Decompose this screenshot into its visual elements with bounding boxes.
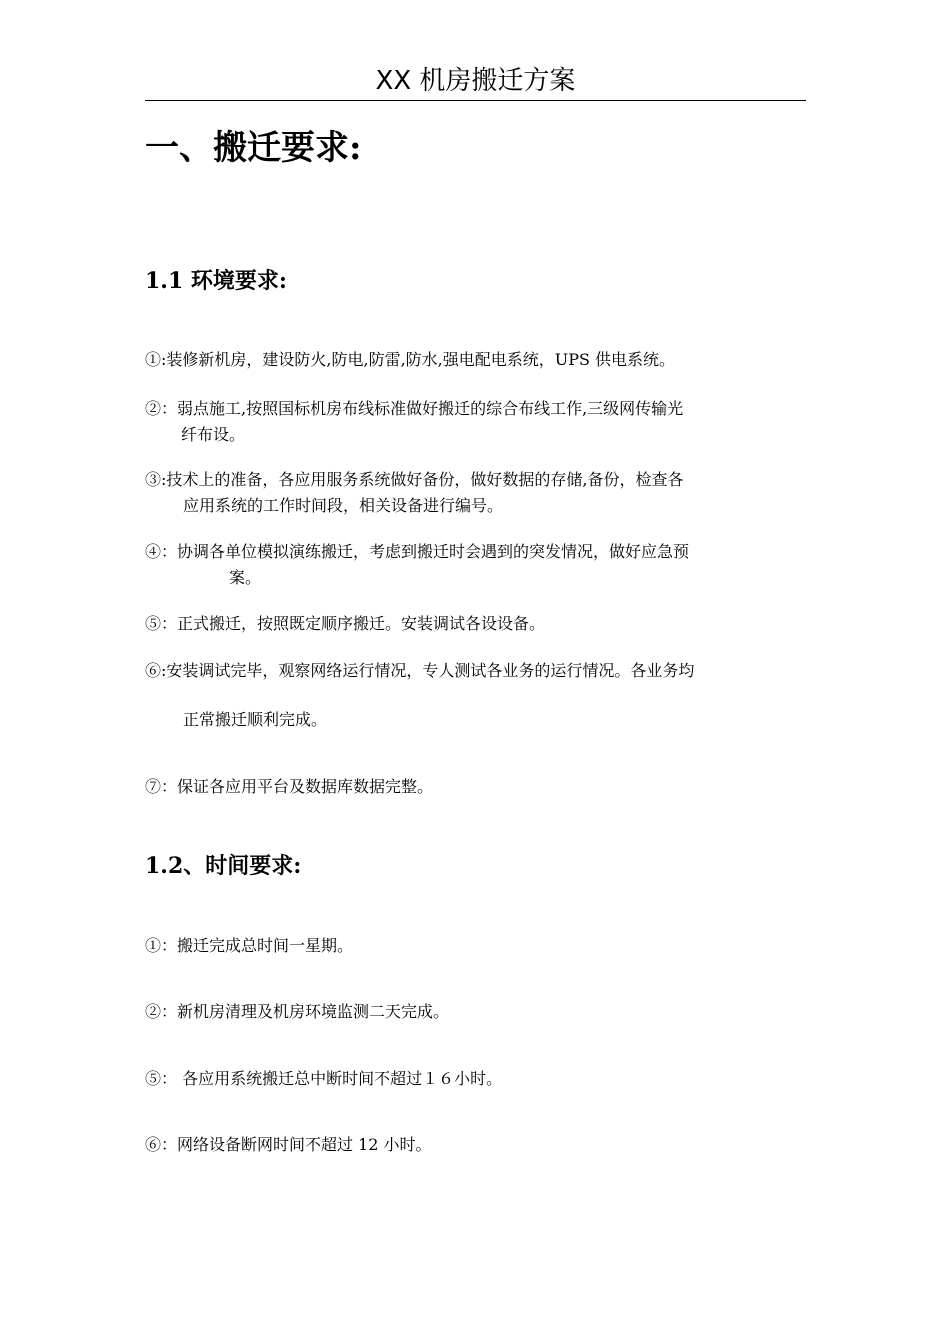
environment-item-1-text: ①:装修新机房，建设防火,防电,防雷,防水,强电配电系统，UPS 供电系统。 (145, 350, 676, 369)
time-item-4 (145, 1132, 810, 1158)
time-item-3 (145, 1066, 810, 1092)
time-item-1 (145, 933, 810, 959)
time-item-1-text: ①：搬迁完成总时间一星期。 (145, 936, 354, 955)
heading-requirements: 一、搬迁要求: (145, 128, 362, 168)
environment-item-5 (145, 611, 810, 637)
time-item-2-text: ②：新机房清理及机房环境监测二天完成。 (145, 1002, 450, 1021)
environment-item-2 (145, 396, 810, 448)
environment-item-4 (145, 539, 810, 591)
environment-item-4-text: ④：协调各单位模拟演练搬迁，考虑到搬迁时会遇到的突发情况，做好应急预 (145, 542, 690, 561)
environment-item-3-text: ③:技术上的准备，各应用服务系统做好备份，做好数据的存储,备份，检查各 (145, 470, 684, 489)
heading-environment-requirements: 1.1 环境要求: (145, 268, 288, 294)
heading-time-requirements: 1.2、时间要求: (145, 853, 302, 879)
environment-item-5-text: ⑤：正式搬迁，按照既定顺序搬迁。安装调试各设设备。 (145, 614, 546, 633)
time-item-2 (145, 999, 810, 1025)
page-header-title: XX 机房搬迁方案 (145, 62, 806, 101)
environment-item-2-continuation: 纤布设。 (181, 425, 246, 444)
environment-item-3-continuation: 应用系统的工作时间段，相关设备进行编号。 (183, 496, 504, 515)
environment-item-6-continuation: 正常搬迁顺利完成。 (183, 710, 328, 729)
environment-item-6-text: ⑥:安装调试完毕，观察网络运行情况，专人测试各业务的运行情况。各业务均 (145, 661, 695, 680)
time-item-3-text: ⑤： 各应用系统搬迁总中断时间不超过１６小时。 (145, 1069, 503, 1088)
environment-item-3 (145, 467, 810, 519)
environment-item-7 (145, 774, 810, 800)
environment-item-2-text: ②：弱点施工,按照国标机房布线标准做好搬迁的综合布线工作,三级网传输光 (145, 399, 684, 418)
environment-item-6 (145, 658, 810, 684)
environment-item-1 (145, 347, 810, 373)
environment-item-4-continuation: 案。 (229, 568, 262, 587)
time-item-4-text: ⑥：网络设备断网时间不超过 12 小时。 (145, 1135, 432, 1154)
environment-item-7-text: ⑦：保证各应用平台及数据库数据完整。 (145, 777, 434, 796)
